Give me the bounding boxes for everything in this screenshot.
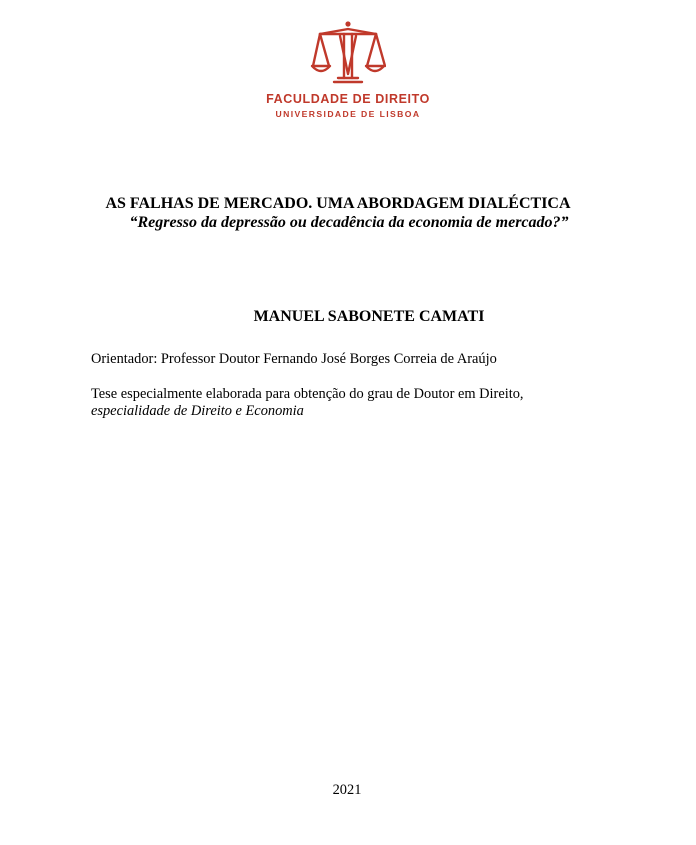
year: 2021 bbox=[332, 782, 362, 798]
faculty-logo bbox=[0, 18, 696, 119]
supervisor-line: Orientador: Professor Doutor Fernando José Borges Correia de Araújo bbox=[91, 351, 497, 367]
author-name: MANUEL SABONETE CAMATI bbox=[253, 308, 485, 325]
purpose-line: Tese especialmente elaborada para obtenção do grau de Doutor em Direito, bbox=[91, 386, 524, 402]
university-name: UNIVERSIDADE DE LISBOA bbox=[275, 109, 421, 119]
scales-of-justice-icon bbox=[310, 18, 386, 86]
thesis-subtitle: “Regresso da depressão ou decadência da economia de mercado?” bbox=[129, 214, 569, 231]
specialty-line: especialidade de Direito e Economia bbox=[91, 403, 304, 419]
thesis-title: AS FALHAS DE MERCADO. UMA ABORDAGEM DIALÉCTICA bbox=[105, 195, 571, 212]
institution-name: FACULDADE DE DIREITO bbox=[266, 92, 430, 106]
